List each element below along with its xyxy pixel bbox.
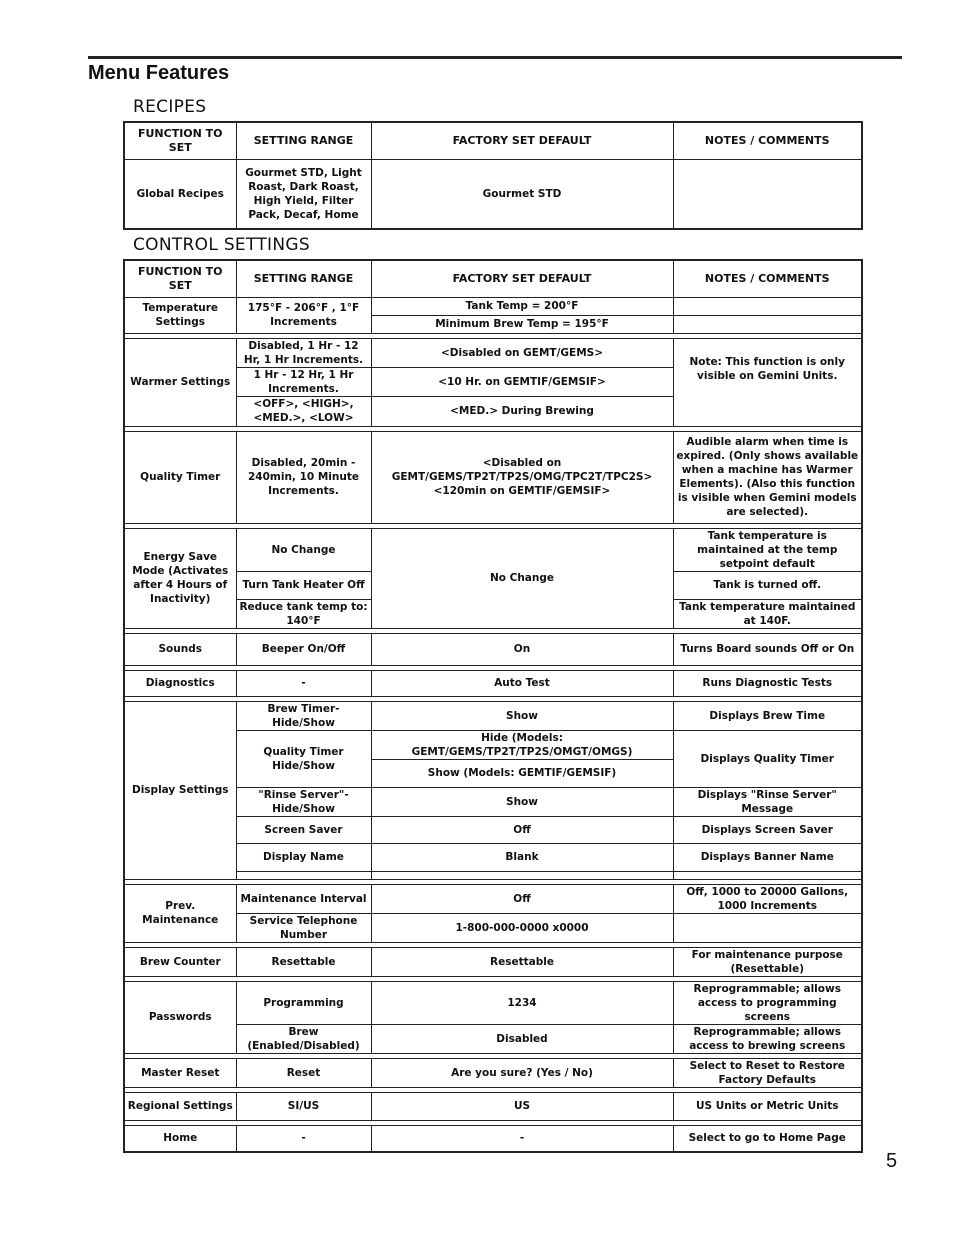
table-row	[124, 884, 862, 913]
function-cell: Global Recipes	[124, 159, 236, 229]
default-cell: Disabled	[371, 1024, 673, 1053]
function-cell: Energy Save Mode (Activates after 4 Hours of Inactivity)	[124, 528, 236, 628]
notes-cell: Note: This function is only visible on Gemini Units.	[673, 338, 862, 426]
header-default: FACTORY SET DEFAULT	[371, 260, 673, 297]
notes-cell: Reprogrammable; allows access to programming screens	[673, 981, 862, 1024]
notes-cell: Tank is turned off.	[673, 571, 862, 599]
range-cell: Service Telephone Number	[236, 913, 371, 942]
default-cell: Off	[371, 816, 673, 843]
notes-cell: For maintenance purpose (Resettable)	[673, 947, 862, 976]
default-cell: No Change	[371, 528, 673, 628]
function-cell: Quality Timer	[124, 431, 236, 523]
range-cell: <OFF>, <HIGH>, <MED.>, <LOW>	[236, 396, 371, 426]
notes-cell: Displays Screen Saver	[673, 816, 862, 843]
notes-cell: Turns Board sounds Off or On	[673, 633, 862, 665]
notes-cell: Displays Quality Timer	[673, 730, 862, 787]
function-cell: Brew Counter	[124, 947, 236, 976]
range-cell: -	[236, 1125, 371, 1152]
range-cell: Maintenance Interval	[236, 884, 371, 913]
default-cell: 1234	[371, 981, 673, 1024]
range-cell: Reset	[236, 1058, 371, 1087]
default-cell: Minimum Brew Temp = 195°F	[371, 315, 673, 333]
range-cell: Gourmet STD, Light Roast, Dark Roast, High Yield, Filter Pack, Decaf, Home	[236, 159, 371, 229]
table-row	[124, 297, 862, 315]
default-cell	[371, 431, 673, 523]
default-cell: Show	[371, 701, 673, 730]
range-cell: Screen Saver	[236, 816, 371, 843]
default-cell: US	[371, 1092, 673, 1120]
notes-cell: Select to go to Home Page	[673, 1125, 862, 1152]
notes-cell	[673, 159, 862, 229]
function-cell: Passwords	[124, 981, 236, 1053]
table-row	[124, 701, 862, 730]
range-cell: Programming	[236, 981, 371, 1024]
default-cell: Are you sure? (Yes / No)	[371, 1058, 673, 1087]
default-cell: Hide (Models: GEMT/GEMS/TP2T/TP2S/OMGT/OMGS)	[371, 730, 673, 759]
header-default: FACTORY SET DEFAULT	[371, 122, 673, 159]
notes-cell: Audible alarm when time is expired. (Only shows available when a machine has Warmer Elements). (Also this function is visible when Gemini models are selected).	[673, 431, 862, 523]
table-row	[124, 670, 862, 696]
function-cell: Temperature Settings	[124, 297, 236, 333]
range-cell: -	[236, 670, 371, 696]
header-range: SETTING RANGE	[236, 260, 371, 297]
table-row	[124, 1058, 862, 1087]
header-function: FUNCTION TO SET	[124, 122, 236, 159]
range-cell: Beeper On/Off	[236, 633, 371, 665]
table-row	[124, 981, 862, 1024]
range-cell: Brew Timer-Hide/Show	[236, 701, 371, 730]
table-header-row	[124, 260, 862, 297]
notes-cell	[673, 315, 862, 333]
page-title: Menu Features	[88, 62, 230, 84]
default-cell: Off	[371, 884, 673, 913]
table-row	[124, 1092, 862, 1120]
default-cell: On	[371, 633, 673, 665]
function-cell: Display Settings	[124, 701, 236, 879]
default-cell: <Disabled on GEMT/GEMS>	[371, 338, 673, 367]
header-range: SETTING RANGE	[236, 122, 371, 159]
range-cell: Brew (Enabled/Disabled)	[236, 1024, 371, 1053]
notes-cell: Displays Brew Time	[673, 701, 862, 730]
default-cell: Blank	[371, 843, 673, 871]
range-cell: Quality Timer Hide/Show	[236, 730, 371, 787]
function-cell: Home	[124, 1125, 236, 1152]
notes-cell: Tank temperature is maintained at the temp setpoint default	[673, 528, 862, 571]
range-cell: Disabled, 20min - 240min, 10 Minute Increments.	[236, 431, 371, 523]
notes-cell: Off, 1000 to 20000 Gallons, 1000 Increments	[673, 884, 862, 913]
table-row	[124, 338, 862, 367]
range-cell: 175°F - 206°F , 1°F Increments	[236, 297, 371, 333]
table-row	[124, 947, 862, 976]
function-cell: Warmer Settings	[124, 338, 236, 426]
default-cell: Gourmet STD	[371, 159, 673, 229]
table-row	[124, 1125, 862, 1152]
notes-cell: Reprogrammable; allows access to brewing screens	[673, 1024, 862, 1053]
default-line: <120min on GEMTIF/GEMSIF>	[433, 485, 611, 497]
table-row	[124, 431, 862, 523]
range-cell: Turn Tank Heater Off	[236, 571, 371, 599]
function-cell: Diagnostics	[124, 670, 236, 696]
recipes-table	[123, 121, 863, 230]
notes-cell: US Units or Metric Units	[673, 1092, 862, 1120]
default-cell: Tank Temp = 200°F	[371, 297, 673, 315]
function-cell: Prev. Maintenance	[124, 884, 236, 942]
range-cell: No Change	[236, 528, 371, 571]
control-settings-title: CONTROL SETTINGS	[133, 235, 310, 255]
range-cell: Display Name	[236, 843, 371, 871]
table-header-row	[124, 122, 862, 159]
range-cell: "Rinse Server"-Hide/Show	[236, 787, 371, 816]
header-function: FUNCTION TO SET	[124, 260, 236, 297]
header-notes: NOTES / COMMENTS	[673, 122, 862, 159]
notes-cell: Tank temperature maintained at 140F.	[673, 599, 862, 628]
default-cell: Show	[371, 787, 673, 816]
notes-cell: Displays Banner Name	[673, 843, 862, 871]
header-notes: NOTES / COMMENTS	[673, 260, 862, 297]
recipes-title: RECIPES	[133, 97, 207, 117]
default-cell: Auto Test	[371, 670, 673, 696]
top-rule	[88, 56, 902, 59]
notes-cell: Select to Reset to Restore Factory Defaults	[673, 1058, 862, 1087]
range-cell: 1 Hr - 12 Hr, 1 Hr Increments.	[236, 367, 371, 396]
default-cell: <10 Hr. on GEMTIF/GEMSIF>	[371, 367, 673, 396]
default-cell: Show (Models: GEMTIF/GEMSIF)	[371, 759, 673, 787]
function-cell: Master Reset	[124, 1058, 236, 1087]
table-row	[124, 528, 862, 571]
notes-cell	[673, 913, 862, 942]
page-number: 5	[886, 1150, 898, 1172]
notes-cell	[673, 297, 862, 315]
range-cell: Resettable	[236, 947, 371, 976]
default-cell: Resettable	[371, 947, 673, 976]
function-cell: Sounds	[124, 633, 236, 665]
control-settings-table	[123, 259, 863, 1153]
function-cell: Regional Settings	[124, 1092, 236, 1120]
range-cell: SI/US	[236, 1092, 371, 1120]
notes-cell: Displays "Rinse Server" Message	[673, 787, 862, 816]
range-cell: Disabled, 1 Hr - 12 Hr, 1 Hr Increments.	[236, 338, 371, 367]
range-cell: Reduce tank temp to: 140°F	[236, 599, 371, 628]
default-cell: <MED.> During Brewing	[371, 396, 673, 426]
table-row	[124, 159, 862, 229]
default-cell: -	[371, 1125, 673, 1152]
default-line: <Disabled on GEMT/GEMS/TP2T/TP2S/OMG/TPC2T/TPC2S>	[391, 457, 653, 483]
notes-cell: Runs Diagnostic Tests	[673, 670, 862, 696]
table-row	[124, 633, 862, 665]
default-cell: 1-800-000-0000 x0000	[371, 913, 673, 942]
